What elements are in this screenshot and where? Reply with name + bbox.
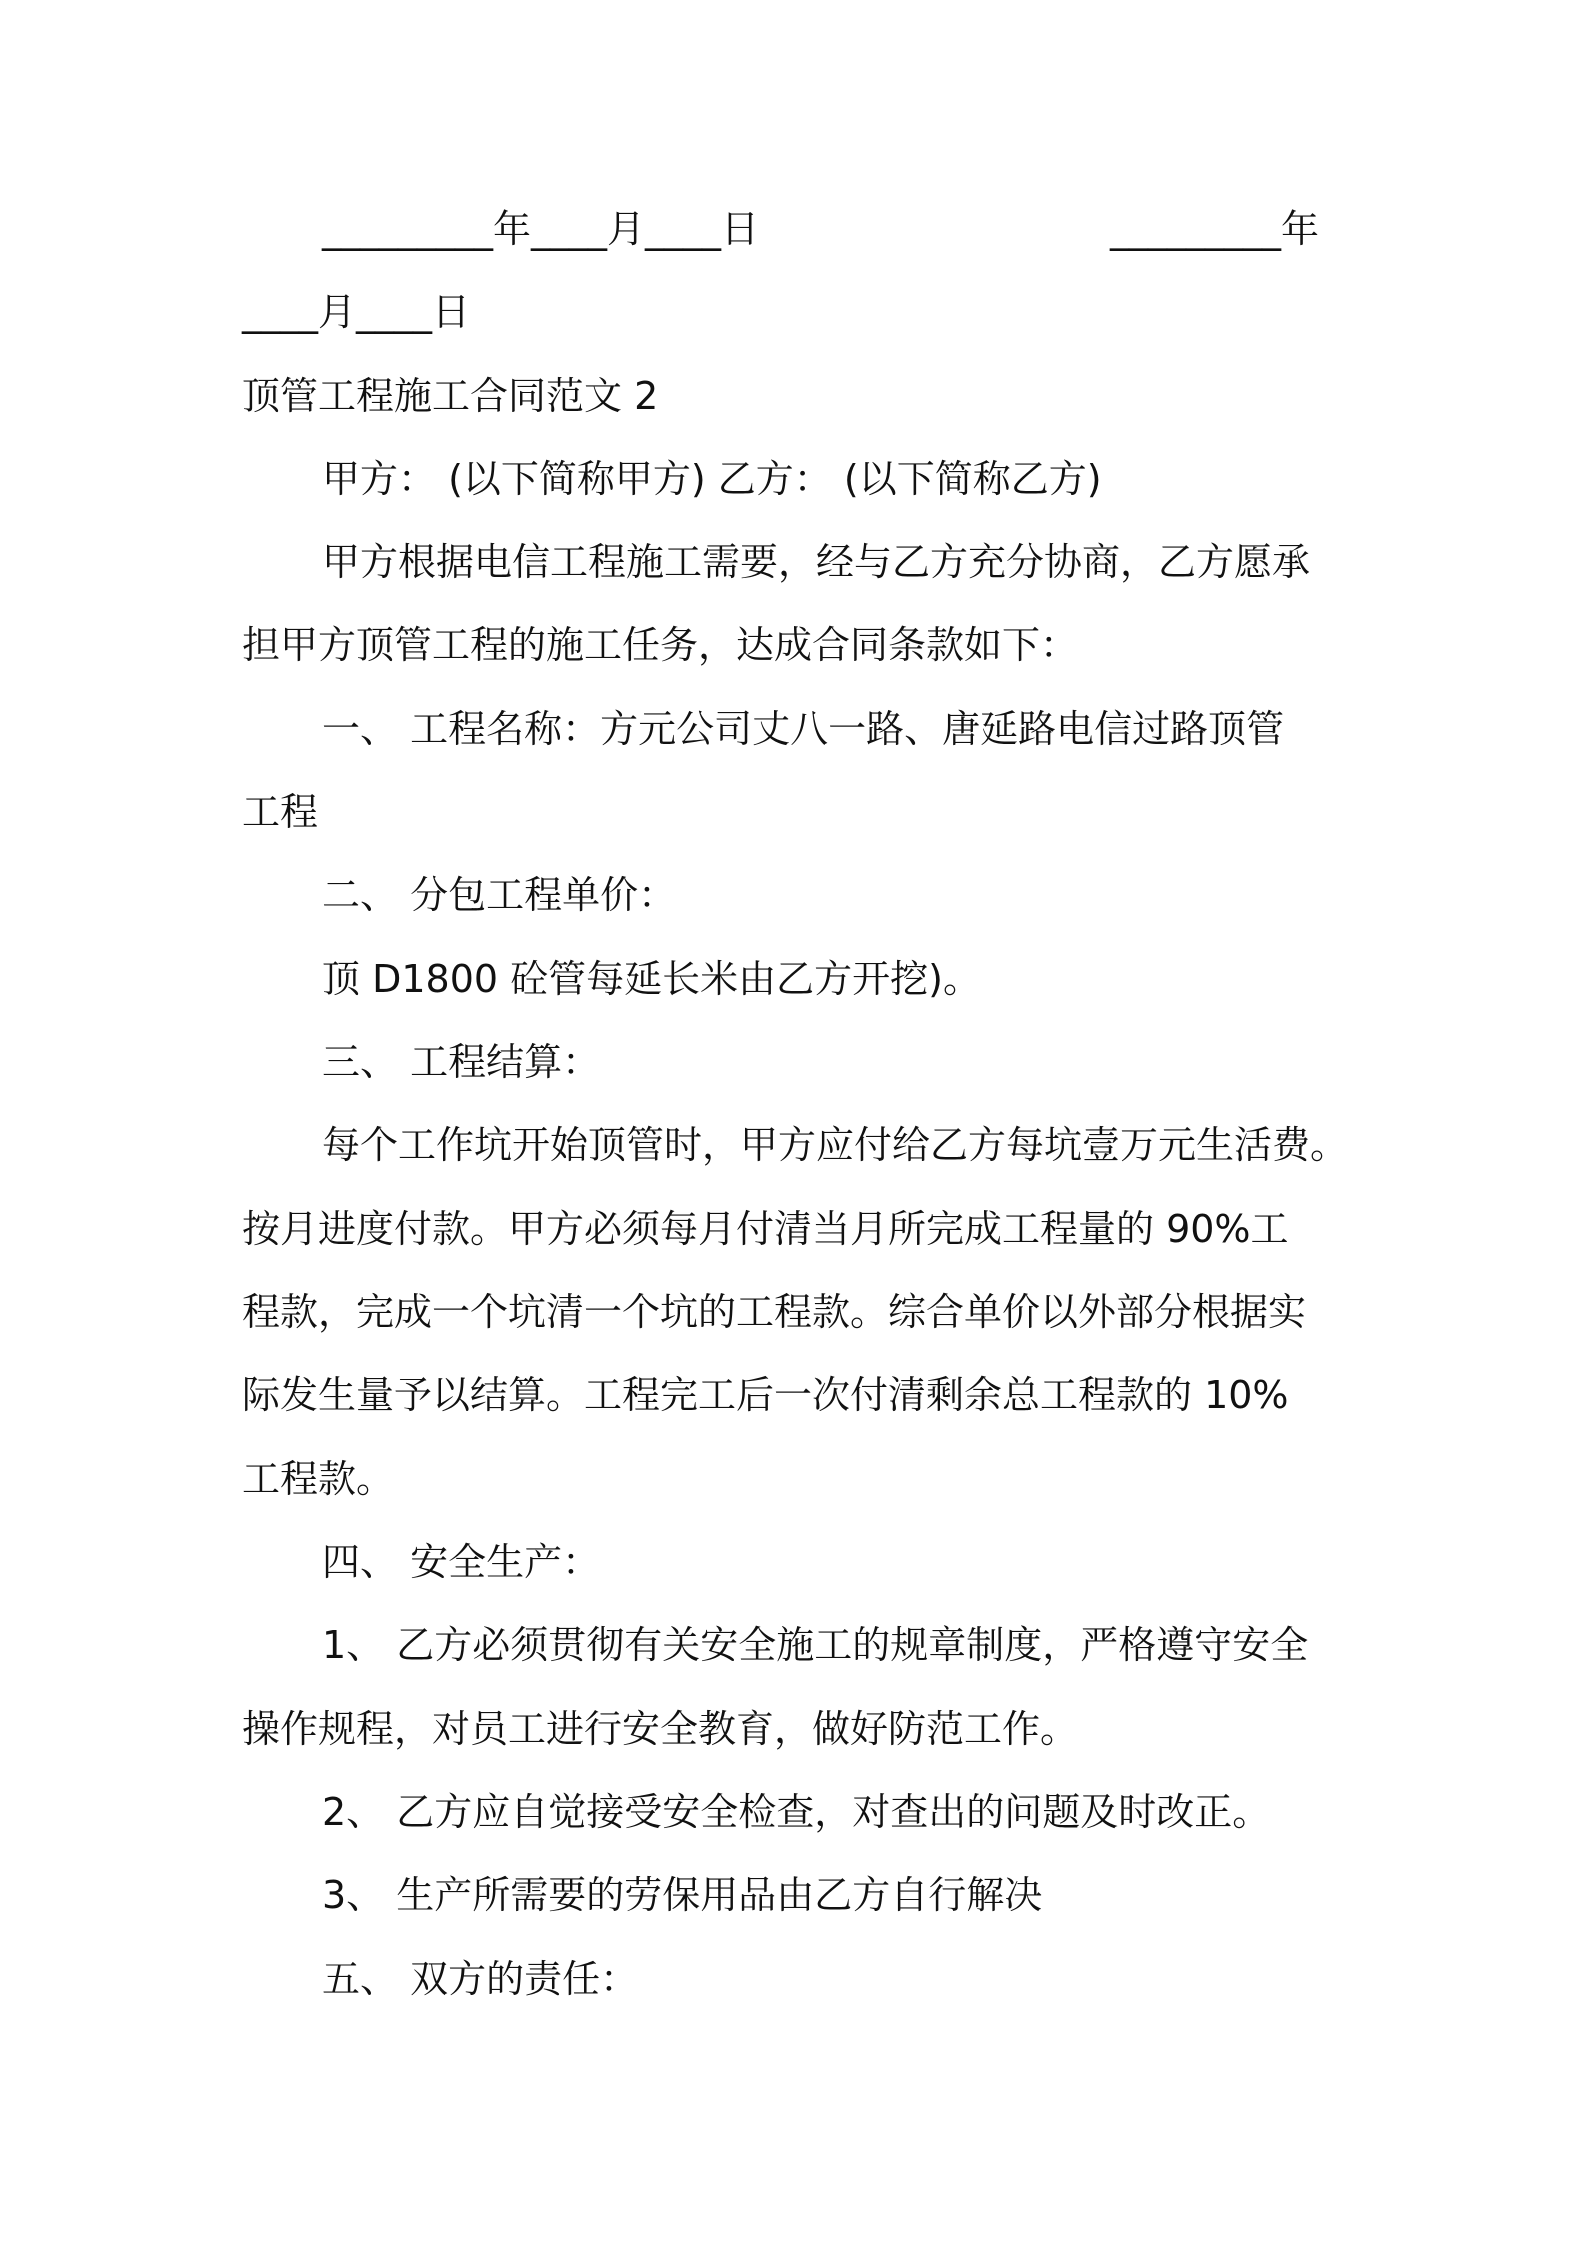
section2-body: 顶 D1800 砼管每延长米由乙方开挖)。 bbox=[322, 957, 981, 1001]
section4-item1-line-1: 1、 乙方必须贯彻有关安全施工的规章制度，严格遵守安全 bbox=[322, 1623, 1309, 1667]
section3-line-4: 际发生量予以结算。工程完工后一次付清剩余总工程款的 10% bbox=[242, 1373, 1289, 1417]
intro-line-1: 甲方根据电信工程施工需要，经与乙方充分协商，乙方愿承 bbox=[322, 540, 1311, 584]
section4-item2: 2、 乙方应自觉接受安全检查，对查出的问题及时改正。 bbox=[322, 1790, 1271, 1834]
signature-date-left: _________年____月____日 bbox=[322, 207, 760, 251]
section1-line-2: 工程 bbox=[242, 790, 319, 834]
document-title: 顶管工程施工合同范文 2 bbox=[242, 374, 659, 418]
section5-heading: 五、 双方的责任： bbox=[322, 1957, 639, 2001]
section3-line-1: 每个工作坑开始顶管时，甲方应付给乙方每坑壹万元生活费。 bbox=[322, 1123, 1349, 1167]
section1-line-1: 一、 工程名称：方元公司丈八一路、唐延路电信过路顶管 bbox=[322, 707, 1285, 751]
section3-line-5: 工程款。 bbox=[242, 1457, 395, 1501]
section3-heading: 三、 工程结算： bbox=[322, 1040, 601, 1084]
section3-line-2: 按月进度付款。甲方必须每月付清当月所完成工程量的 90%工 bbox=[242, 1207, 1289, 1251]
intro-line-2: 担甲方顶管工程的施工任务，达成合同条款如下： bbox=[242, 623, 1079, 667]
section3-line-3: 程款，完成一个坑清一个坑的工程款。综合单价以外部分根据实 bbox=[242, 1290, 1307, 1334]
signature-date-right-year: _________年 bbox=[1110, 207, 1320, 251]
section4-heading: 四、 安全生产： bbox=[322, 1540, 601, 1584]
section4-item1-line-2: 操作规程，对员工进行安全教育，做好防范工作。 bbox=[242, 1707, 1079, 1751]
section2-heading: 二、 分包工程单价： bbox=[322, 873, 677, 917]
parties-line: 甲方： (以下简称甲方) 乙方： (以下简称乙方) bbox=[322, 457, 1102, 501]
section4-item3: 3、 生产所需要的劳保用品由乙方自行解决 bbox=[322, 1873, 1043, 1917]
signature-date-right-month-day: ____月____日 bbox=[242, 290, 471, 334]
